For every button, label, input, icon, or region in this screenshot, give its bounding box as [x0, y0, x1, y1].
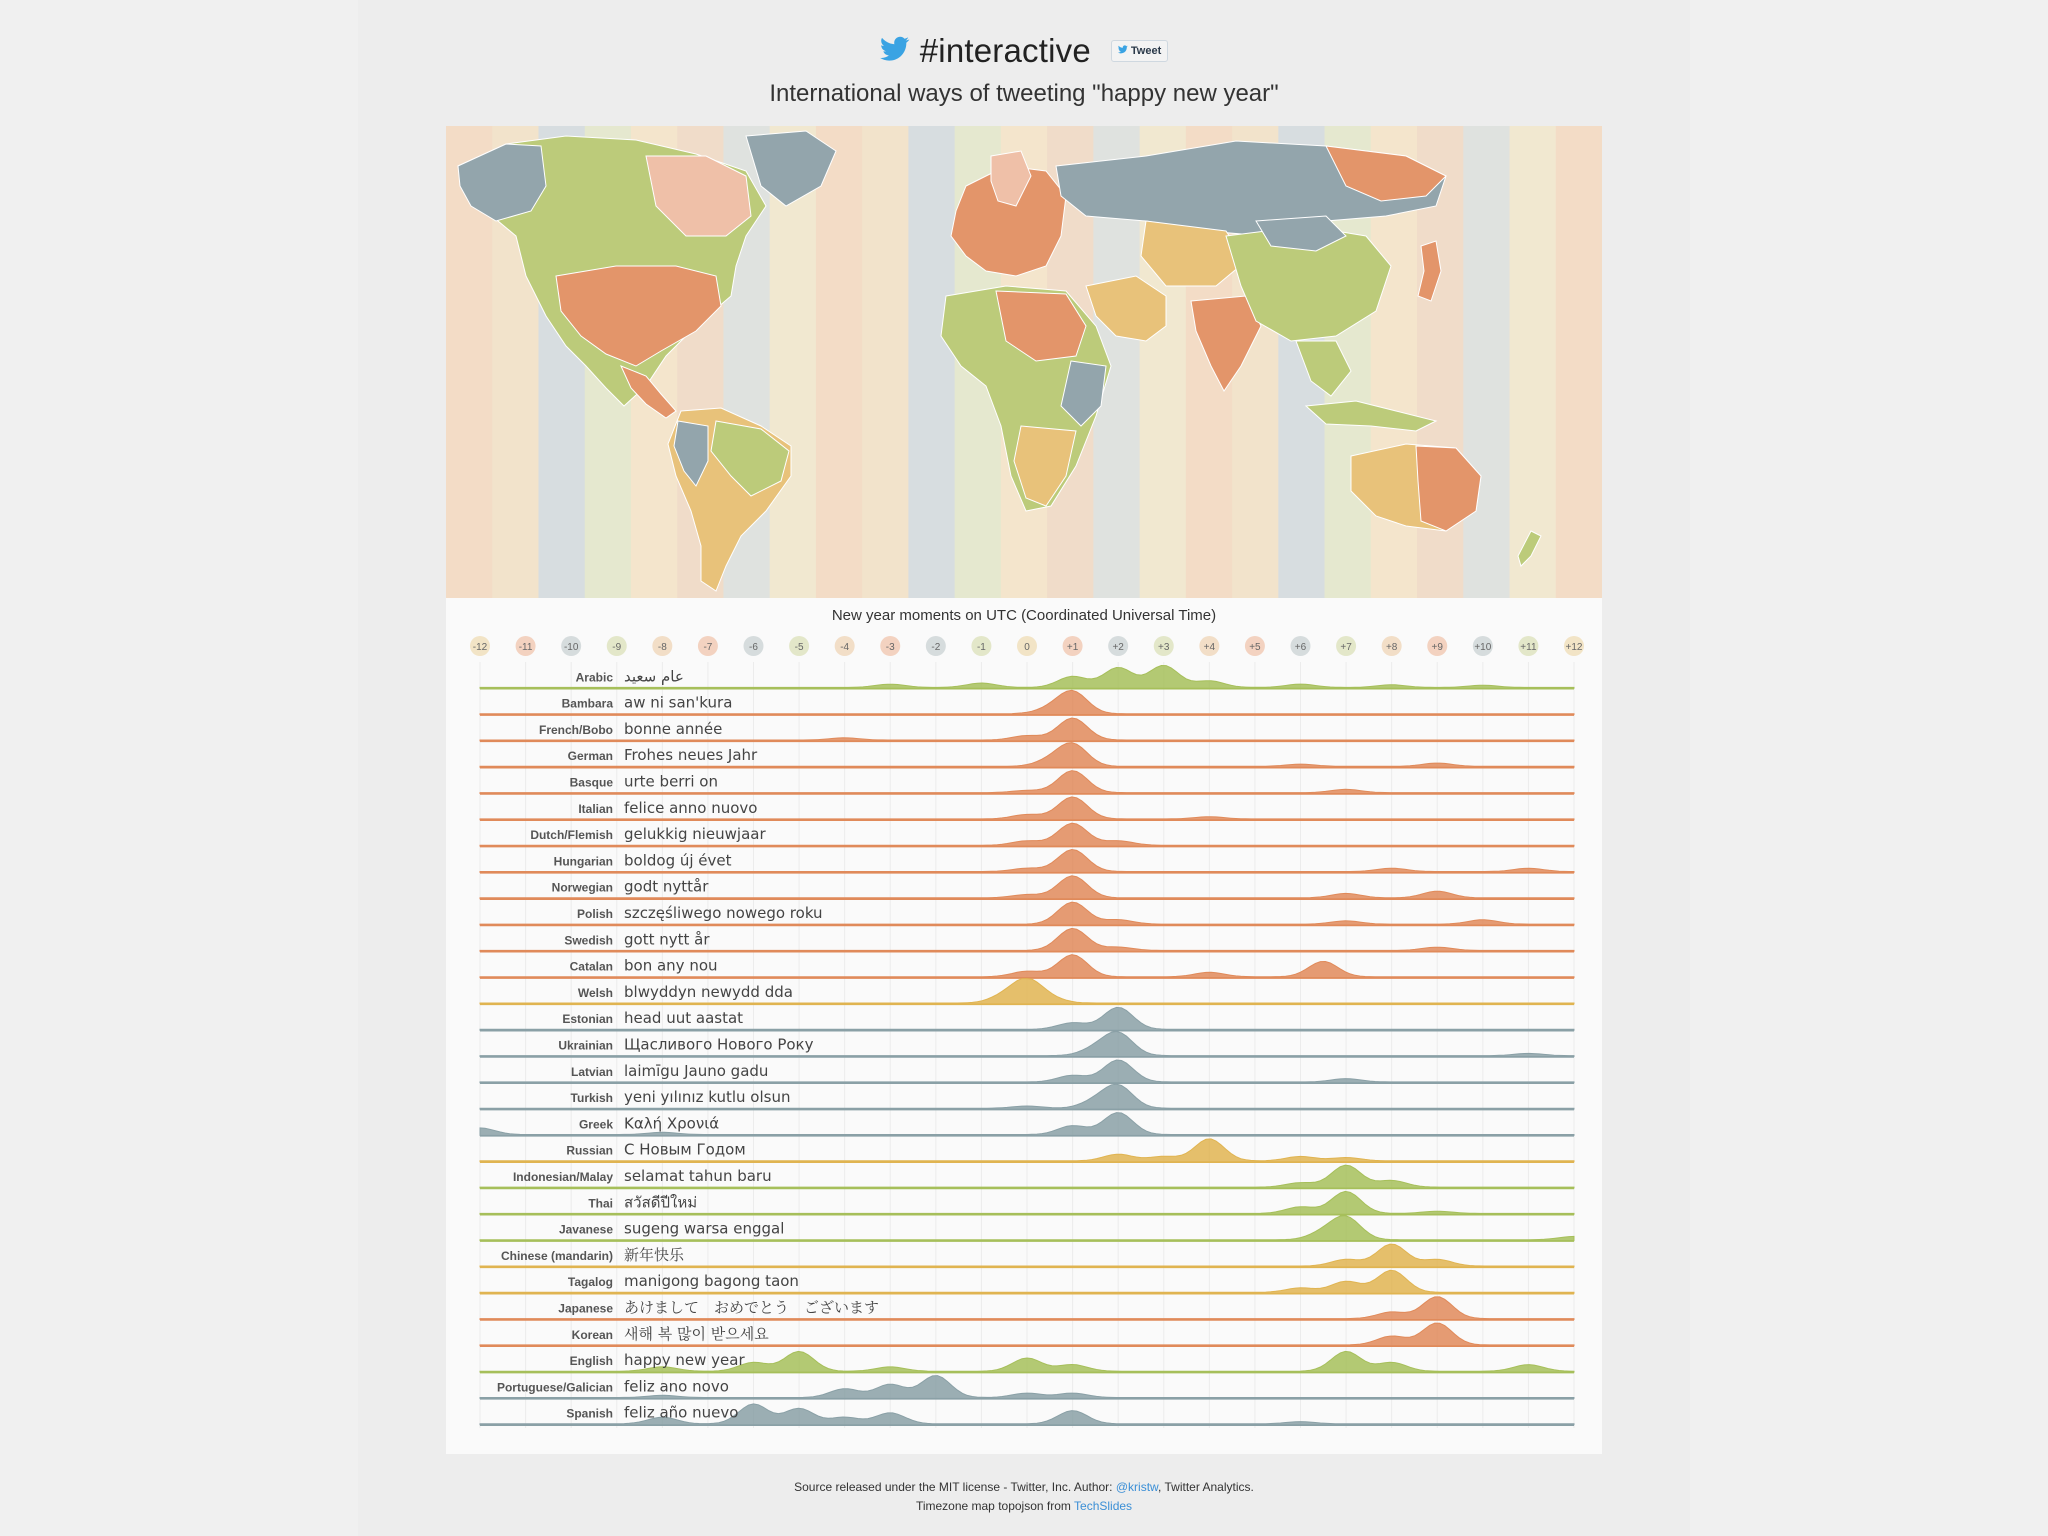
tick-label: +2 — [1112, 642, 1124, 653]
language-label: Dutch/Flemish — [530, 828, 613, 843]
timezone-stripe — [1463, 126, 1510, 598]
phrase-label: selamat tahun baru — [624, 1167, 772, 1185]
map-credit-text: Timezone map topojson from — [915, 1499, 1075, 1513]
tick-label: 0 — [1024, 642, 1030, 653]
tick-label: -2 — [931, 642, 941, 653]
phrase-label: สวัสดีปีใหม่ — [624, 1193, 698, 1212]
timezone-stripe — [908, 126, 955, 598]
language-label: Bambara — [561, 696, 613, 711]
language-label: Portuguese/Galician — [496, 1380, 613, 1395]
timezone-world-map[interactable] — [446, 126, 1602, 598]
tick-label: -10 — [563, 642, 579, 653]
language-label: Hungarian — [553, 854, 613, 869]
tick-label: +12 — [1565, 642, 1583, 653]
phrase-label: yeni yılınız kutlu olsun — [624, 1088, 791, 1107]
phrase-label: blwyddyn newydd dda — [624, 982, 793, 1001]
language-label: English — [569, 1354, 613, 1369]
language-label: German — [567, 749, 613, 764]
phrase-label: szczęśliwego nowego roku — [624, 904, 823, 922]
language-label: Indonesian/Malay — [512, 1170, 613, 1184]
language-label: Japanese — [558, 1301, 613, 1316]
tick-label: +9 — [1431, 642, 1443, 653]
tick-label: -4 — [840, 642, 850, 653]
timezone-stripe — [816, 126, 863, 598]
twitter-bird-small-icon — [1118, 45, 1128, 57]
language-label: Spanish — [566, 1406, 613, 1421]
language-label: Greek — [578, 1117, 613, 1132]
page-title: #interactive — [919, 32, 1091, 69]
phrase-label: sugeng warsa enggal — [624, 1219, 785, 1238]
tick-label: +4 — [1203, 642, 1216, 653]
phrase-label: head uut aastat — [624, 1009, 744, 1028]
language-label: Arabic — [575, 670, 613, 685]
phrase-label: urte berri on — [624, 772, 718, 791]
ridgeline-chart — [446, 598, 1602, 1454]
tweet-button-label: Tweet — [1130, 45, 1162, 57]
language-label: Norwegian — [551, 880, 613, 895]
language-label: Turkish — [570, 1091, 613, 1106]
chart-title: New year moments on UTC (Coordinated Universal Time) — [831, 607, 1217, 624]
tick-label: -1 — [976, 642, 986, 653]
phrase-label: bonne année — [624, 719, 723, 738]
timezone-stripe — [862, 126, 909, 598]
author-link[interactable]: @kristw — [1115, 1480, 1159, 1494]
language-label: Catalan — [569, 959, 613, 974]
tick-label: -3 — [885, 642, 895, 653]
header — [358, 28, 1690, 118]
phrase-label: laimīgu Jauno gadu — [624, 1061, 769, 1080]
language-label: Italian — [578, 801, 613, 816]
phrase-label: godt nyttår — [624, 877, 709, 896]
footer — [358, 1478, 1690, 1516]
tick-label: -8 — [657, 642, 667, 653]
tick-label: +1 — [1066, 642, 1079, 653]
language-label: Tagalog — [567, 1275, 613, 1290]
tick-label: +6 — [1294, 642, 1307, 653]
phrase-label: feliz ano novo — [624, 1377, 729, 1396]
row-welsh[interactable] — [480, 979, 1574, 1005]
phrase-label: 새해 복 많이 받으세요 — [624, 1324, 769, 1343]
tick-label: +7 — [1340, 642, 1352, 653]
phrase-label: あけまして おめでとう ございます — [624, 1298, 880, 1317]
license-suffix: , Twitter Analytics. — [1158, 1480, 1254, 1494]
phrase-label: Frohes neues Jahr — [624, 746, 758, 765]
techslides-link[interactable]: TechSlides — [1074, 1499, 1133, 1513]
timezone-stripe — [1556, 126, 1602, 598]
phrase-label: Щасливого Нового Року — [624, 1035, 814, 1054]
language-label: Thai — [588, 1196, 613, 1211]
phrase-label: manigong bagong taon — [624, 1272, 799, 1291]
tweet-button[interactable] — [1111, 40, 1168, 62]
tick-label: +3 — [1158, 642, 1170, 653]
phrase-label: Καλή Χρονιά — [624, 1114, 720, 1133]
tick-label: +10 — [1474, 642, 1492, 653]
phrase-label: happy new year — [624, 1351, 745, 1370]
tick-label: -12 — [472, 642, 488, 653]
page-subtitle: International ways of tweeting "happy new year" — [769, 80, 1279, 107]
footer-line-map-credit — [358, 1497, 1690, 1516]
license-text: Source released under the MIT license - Twitter, Inc. Author: — [794, 1480, 1116, 1494]
language-label: Welsh — [577, 985, 613, 1000]
tick-label: -7 — [703, 642, 713, 653]
tick-label: -11 — [518, 642, 533, 653]
phrase-label: aw ni san'kura — [624, 693, 733, 712]
chart-panel — [446, 598, 1602, 1454]
language-label: Chinese (mandarin) — [500, 1248, 613, 1263]
phrase-label: С Новым Годом — [624, 1140, 746, 1159]
phrase-label: 新年快乐 — [624, 1245, 685, 1264]
phrase-label: boldog új évet — [624, 851, 732, 870]
x-axis-ticks — [470, 636, 1584, 656]
language-label: Korean — [571, 1327, 613, 1342]
language-label: Estonian — [562, 1012, 613, 1027]
phrase-label: gelukkig nieuwjaar — [624, 825, 766, 844]
language-label: Latvian — [570, 1064, 613, 1079]
twitter-bird-icon — [880, 36, 910, 67]
timezone-stripe — [1510, 126, 1557, 598]
tick-label: +8 — [1385, 642, 1398, 653]
footer-line-license — [358, 1478, 1690, 1497]
phrase-label: felice anno nuovo — [624, 798, 758, 817]
language-label: Russian — [566, 1143, 613, 1158]
tick-label: -6 — [749, 642, 758, 653]
phrase-label: bon any nou — [624, 956, 718, 975]
page — [358, 0, 1690, 1536]
language-label: French/Bobo — [539, 722, 613, 737]
language-label: Swedish — [564, 933, 613, 948]
tick-label: -9 — [612, 642, 622, 653]
language-label: Ukrainian — [558, 1038, 613, 1053]
title-row — [358, 28, 1690, 74]
language-label: Polish — [576, 907, 613, 921]
phrase-label: gott nytt år — [624, 930, 710, 949]
tick-label: +11 — [1520, 642, 1537, 653]
language-label: Basque — [569, 775, 613, 790]
phrase-label: عام سعيد — [624, 667, 684, 686]
phrase-label: feliz año nuevo — [624, 1403, 739, 1422]
tick-label: -5 — [794, 642, 804, 653]
language-label: Javanese — [558, 1222, 613, 1237]
tick-label: +5 — [1249, 642, 1261, 653]
